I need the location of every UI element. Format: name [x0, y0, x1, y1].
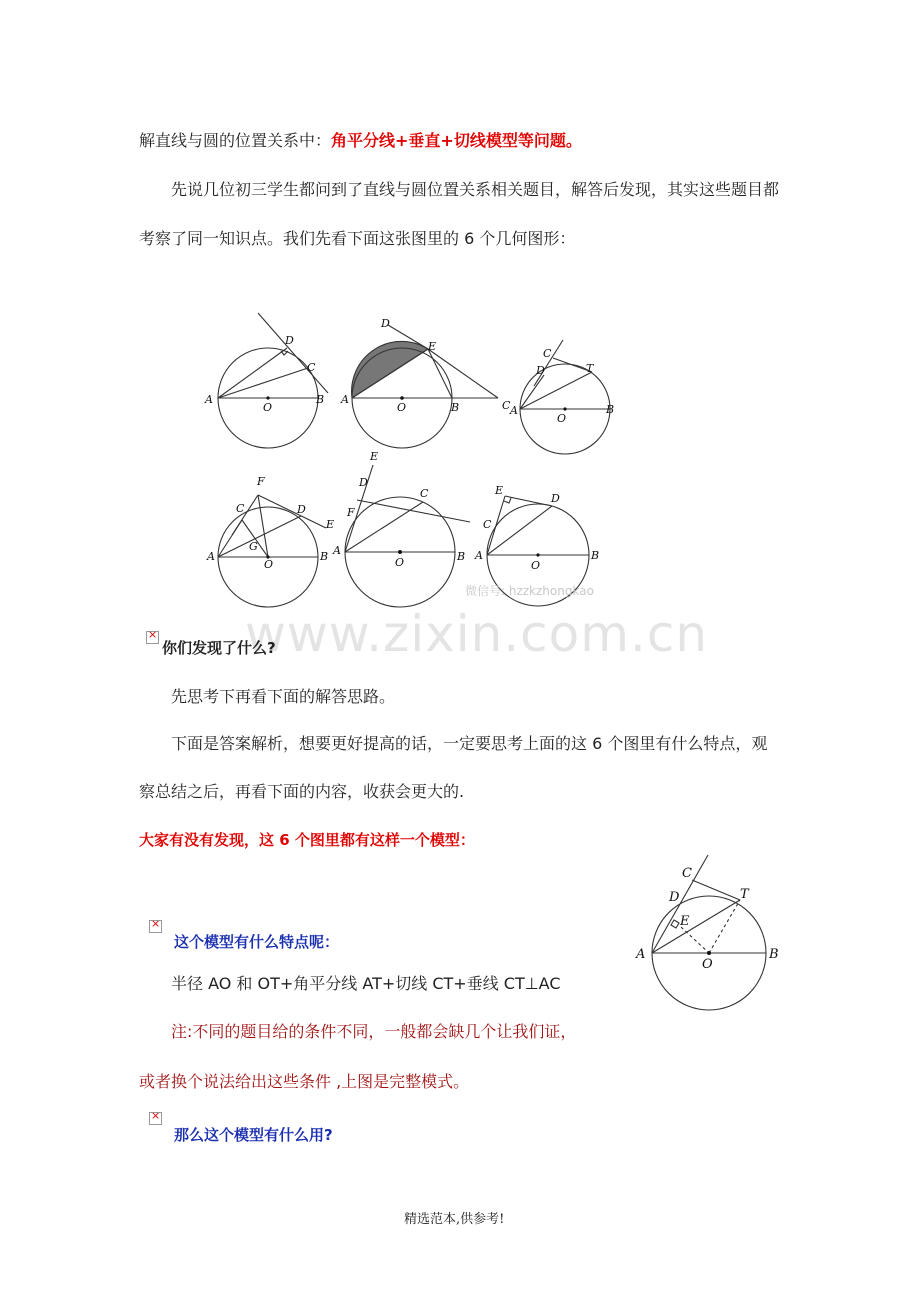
broken-image-icon [146, 631, 159, 644]
svg-text:D: D [285, 334, 294, 347]
svg-text:D: D [669, 890, 680, 905]
svg-text:B: B [451, 401, 460, 414]
svg-text:O: O [557, 412, 567, 425]
svg-text:A: A [475, 549, 483, 562]
svg-text:O: O [702, 957, 713, 972]
svg-text:B: B [606, 403, 615, 416]
para3-line1: 下面是答案解析，想要更好提高的话，一定要思考上面的这 6 个图里有什么特点，观 [171, 734, 768, 753]
svg-text:G: G [249, 540, 258, 553]
intro-prefix: 解直线与圆的位置关系中： [139, 131, 332, 150]
svg-text:A: A [341, 393, 349, 406]
svg-text:C: C [307, 361, 316, 374]
note-line2: 或者换个说法给出这些条件 ,上图是完整模式。 [139, 1072, 470, 1091]
svg-text:F: F [347, 506, 355, 519]
svg-text:A: A [205, 393, 213, 406]
intro-highlight: 角平分线+垂直+切线模型等问题。 [331, 131, 582, 150]
svg-text:B: B [457, 550, 466, 563]
para3-line2: 察总结之后，再看下面的内容，收获会更大的. [139, 782, 465, 801]
usage-heading: 那么这个模型有什么用? [174, 1126, 333, 1144]
svg-text:C: C [502, 399, 511, 412]
svg-text:O: O [264, 558, 274, 571]
svg-text:T: T [586, 362, 594, 375]
model-statement: 大家有没有发现，这 6 个图里都有这样一个模型： [139, 831, 475, 849]
svg-text:O: O [397, 401, 407, 414]
svg-text:D: D [536, 364, 545, 377]
svg-text:E: E [370, 450, 379, 463]
svg-text:O: O [531, 559, 541, 572]
svg-text:D: D [381, 317, 390, 330]
intro-line [139, 128, 582, 151]
model-figure [630, 850, 790, 1015]
svg-text:A: A [636, 947, 646, 962]
broken-image-icon [149, 1112, 162, 1125]
svg-text:D: D [359, 476, 368, 489]
svg-text:A: A [207, 550, 215, 563]
svg-text:E: E [428, 340, 437, 353]
svg-text:B: B [769, 947, 779, 962]
features-heading: 这个模型有什么特点呢： [174, 933, 340, 951]
svg-text:F: F [257, 475, 265, 488]
note-line1: 注:不同的题目给的条件不同，一般都会缺几个让我们证， [171, 1022, 577, 1041]
para1-line1: 先说几位初三学生都问到了直线与圆位置关系相关题目，解答后发现，其实这些题目都 [171, 180, 780, 199]
svg-text:B: B [316, 393, 325, 406]
svg-text:O: O [395, 556, 405, 569]
svg-text:C: C [236, 502, 245, 515]
wechat-caption: 微信号: hzzkzhongkao [465, 584, 594, 598]
svg-text:T: T [740, 887, 749, 902]
svg-text:B: B [320, 550, 329, 563]
svg-text:C: C [682, 866, 692, 881]
svg-text:D: D [551, 492, 560, 505]
svg-text:E: E [326, 518, 335, 531]
six-figures-image [195, 310, 630, 615]
features-text: 半径 AO 和 OT+角平分线 AT+切线 CT+垂线 CT⊥AC [171, 974, 561, 993]
page-footer: 精选范本,供参考! [404, 1212, 505, 1227]
svg-text:E: E [495, 484, 504, 497]
svg-text:C: C [543, 347, 552, 360]
svg-text:E: E [680, 914, 690, 929]
svg-text:D: D [297, 503, 306, 516]
svg-text:C: C [483, 518, 492, 531]
svg-text:A: A [333, 544, 341, 557]
broken-image-icon [149, 920, 162, 933]
watermark: www.zixin.com.cn [245, 605, 709, 663]
question-heading: 你们发现了什么? [162, 639, 276, 657]
para1-line2: 考察了同一知识点。我们先看下面这张图里的 6 个几何图形： [139, 229, 576, 248]
svg-text:O: O [263, 401, 273, 414]
svg-text:B: B [591, 549, 600, 562]
svg-text:C: C [420, 487, 429, 500]
svg-text:A: A [510, 404, 518, 417]
para2: 先思考下再看下面的解答思路。 [171, 687, 396, 706]
